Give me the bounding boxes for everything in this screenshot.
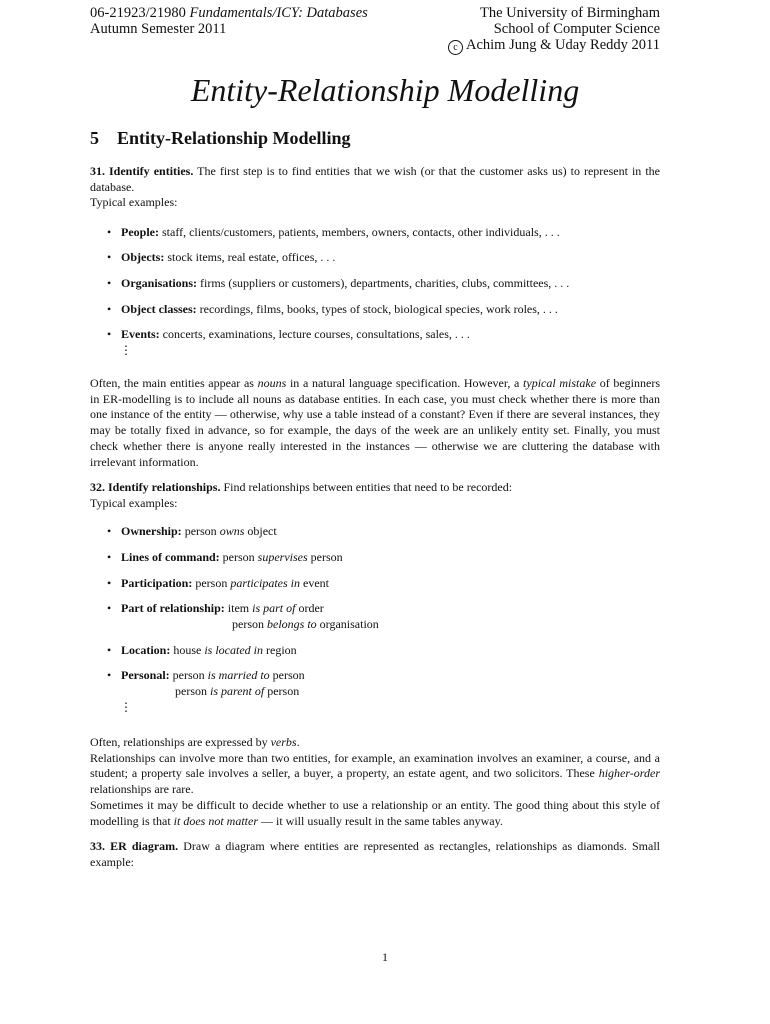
rel-entity: person <box>267 684 300 698</box>
p32-label: 32. Identify relationships. <box>90 480 221 494</box>
paragraph-31 <box>90 164 660 211</box>
p32b-text: Relationships can involve more than two entities, for example, an examination involves an examiner, a course, and a student; a property sale involves a seller, a buyer, a property, an estate agent, and two solicitors. These <box>90 750 660 781</box>
p32b-emph: higher-order <box>598 766 660 781</box>
rel-entity: organisation <box>319 617 379 631</box>
bullet-icon: • <box>107 643 112 657</box>
university: The University of Birmingham <box>479 5 660 21</box>
bullet-icon: • <box>107 601 112 615</box>
course-code: 06-21923/21980 <box>90 5 186 21</box>
p32-typical: Typical examples: <box>90 495 178 510</box>
rel-label: Personal: <box>121 668 170 682</box>
copyright-icon: c <box>448 40 463 55</box>
rel-entity: event <box>303 576 329 590</box>
page-number: 1 <box>382 950 388 964</box>
p32b-emph: verbs <box>270 735 297 749</box>
rel-entity: region <box>266 643 297 657</box>
rel-label: Ownership: <box>121 524 182 538</box>
rel-entity: person <box>232 617 264 631</box>
rel-verb: supervises <box>257 550 308 564</box>
rel-verb: owns <box>219 524 245 538</box>
vertical-ellipsis: ⋮ <box>120 343 132 357</box>
school: School of Computer Science <box>493 21 660 37</box>
rel-entity: person <box>222 550 255 564</box>
rel-label: Participation: <box>121 576 193 590</box>
document-title: Entity-Relationship Modelling <box>190 72 580 108</box>
list-item-continuation <box>175 684 299 700</box>
bullet-icon: • <box>107 276 112 290</box>
p32b-text: relationships are rare. <box>90 782 194 797</box>
rel-verb: belongs to <box>267 617 317 631</box>
rel-entity: item <box>227 601 250 615</box>
paragraph-32 <box>90 480 660 511</box>
entity-text: concerts, examinations, lecture courses, consultations, sales, . . . <box>162 327 470 341</box>
course-name: Fundamentals/ICY: Databases <box>189 5 368 21</box>
rel-verb: is located in <box>204 643 264 657</box>
p32b-emph: it does not matter <box>173 813 258 828</box>
rel-entity: order <box>298 601 324 615</box>
bullet-icon: • <box>107 327 112 341</box>
entity-label: People: <box>121 225 159 239</box>
rel-label: Lines of command: <box>121 550 220 564</box>
p31b-emph: nouns <box>257 376 287 390</box>
section-number: 5 <box>90 128 99 148</box>
rel-entity: person <box>310 550 343 564</box>
p33-text: Draw a diagram where entities are represented as rectangles, relationships as diamonds. Small example: <box>90 839 660 869</box>
p32b-text: Often, relationships are expressed by <box>90 735 271 749</box>
rel-label: Location: <box>121 643 171 657</box>
p31b-emph: typical mistake <box>523 376 597 390</box>
entity-label: Objects: <box>121 250 165 264</box>
list-item-continuation <box>232 617 379 633</box>
rel-verb: is married to <box>207 668 270 682</box>
entity-text: staff, clients/customers, patients, members, owners, contacts, other individuals, . . . <box>162 225 560 239</box>
authors: Achim Jung & Uday Reddy 2011 <box>466 37 660 53</box>
entity-text: stock items, real estate, offices, . . . <box>167 250 336 264</box>
rel-entity: person <box>175 684 207 698</box>
entity-label: Organisations: <box>121 276 198 290</box>
section-title: Entity-Relationship Modelling <box>117 128 351 148</box>
entity-label: Object classes: <box>121 302 197 316</box>
paragraph-32b <box>90 735 660 829</box>
semester: Autumn Semester 2011 <box>90 21 227 37</box>
rel-label: Part of relationship: <box>121 601 225 615</box>
entity-text: recordings, films, books, types of stock, biological species, work roles, . . . <box>199 302 558 316</box>
rel-verb: is parent of <box>210 684 265 698</box>
bullet-icon: • <box>107 576 112 590</box>
paragraph-31b <box>90 376 660 470</box>
paragraph-33 <box>90 839 660 870</box>
bullet-icon: • <box>107 668 112 682</box>
section-heading <box>90 128 351 149</box>
p31b-text: Often, the main entities appear as <box>90 376 258 390</box>
bullet-icon: • <box>107 550 112 564</box>
p31b-text: in a natural language specification. However, a <box>286 376 524 390</box>
bullet-icon: • <box>107 225 112 239</box>
p32b-text: — it will usually result in the same tables anyway. <box>258 813 503 828</box>
entity-text: firms (suppliers or customers), departments, charities, clubs, committees, . . . <box>200 276 570 290</box>
p33-label: 33. ER diagram. <box>90 839 179 853</box>
p31b-text: of beginners in ER-modelling is to include all nouns as database entities. In each case, you must check whether there is more than one instance of the entity — otherwise, why use a table instead of a constant? Even if there are several instances, they may be totally fixed in advance, so for example, the days of the week are an unlikely entity set. Finally, you must check whether there is anyone really interested in the instances — otherwise we are cluttering the database with irrelevant information. <box>90 376 661 469</box>
p31-text: The first step is to find entities that we wish (or that the customer asks us) to represent in the database. <box>90 164 660 194</box>
p32b-text: . <box>296 735 300 749</box>
p31-typical: Typical examples: <box>90 195 178 210</box>
rel-entity: person <box>184 524 217 538</box>
rel-entity: person <box>195 576 228 590</box>
bullet-icon: • <box>107 250 112 264</box>
header-right <box>448 5 660 55</box>
vertical-ellipsis: ⋮ <box>120 700 132 714</box>
header-left <box>90 5 368 37</box>
bullet-icon: • <box>107 302 112 316</box>
p32-text: Find relationships between entities that need to be recorded: <box>223 480 513 494</box>
rel-verb: participates in <box>230 576 300 590</box>
p31-label: 31. Identify entities. <box>90 164 194 178</box>
rel-entity: person <box>272 668 305 682</box>
rel-entity: person <box>172 668 205 682</box>
p32b-text: Sometimes it may be difficult to decide whether to use a relationship or an entity. The good thing about this style of modelling is that <box>90 797 660 828</box>
rel-entity: house <box>173 643 202 657</box>
bullet-icon: • <box>107 524 112 538</box>
rel-entity: object <box>247 524 277 538</box>
rel-verb: is part of <box>252 601 296 615</box>
entity-label: Events: <box>121 327 160 341</box>
